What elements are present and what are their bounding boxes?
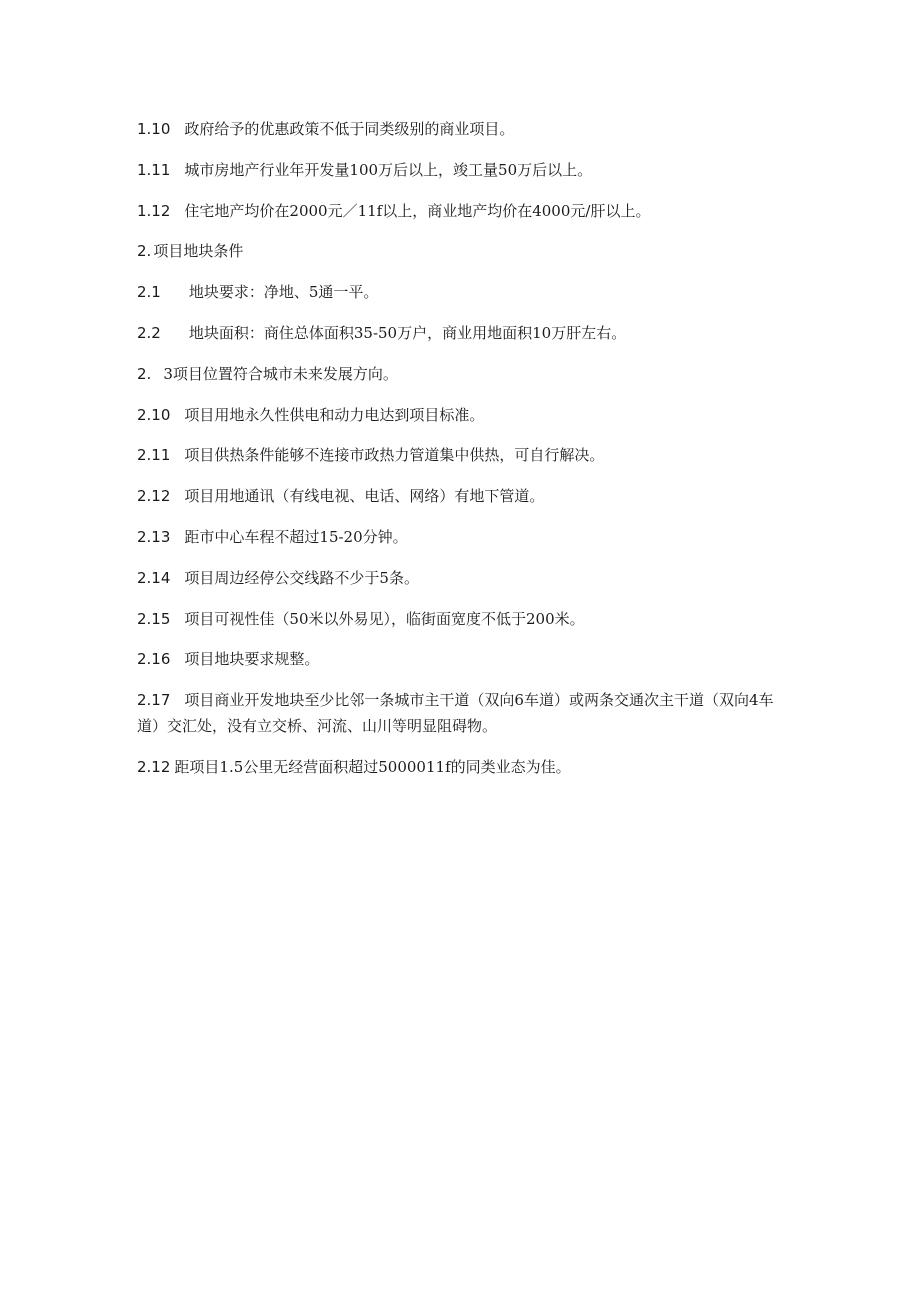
paragraph-text: 3项目位置符合城市未来发展方向。: [163, 364, 398, 383]
paragraph-number: 2.12: [137, 487, 171, 506]
paragraph-text: 项目周边经停公交线路不少于5条。: [184, 568, 419, 587]
paragraph: [137, 754, 787, 780]
paragraph-text: 项目用地通讯（有线电视、电话、网络）有地下管道。: [184, 487, 545, 506]
paragraph: [137, 524, 787, 550]
paragraph-number: 1.10: [137, 120, 171, 138]
paragraph-number: 2.10: [137, 405, 171, 424]
paragraph-number: 2.15: [137, 609, 171, 628]
paragraph-number: 2.11: [137, 446, 171, 465]
paragraph-number: 2.: [137, 364, 152, 383]
paragraph-text: 住宅地产均价在2000元／11f以上，商业地产均价在4000元/肝以上。: [184, 201, 651, 220]
section-heading: [137, 238, 787, 264]
paragraph-number: 2.12: [137, 757, 171, 776]
paragraph-number: 2.17: [137, 691, 171, 710]
paragraph: [137, 116, 787, 142]
paragraph-number: 1.11: [137, 160, 171, 179]
paragraph-text: 项目地块条件: [153, 242, 244, 261]
document-body: [137, 116, 787, 795]
paragraph-text: 政府给予的优惠政策不低于同类级别的商业项目。: [184, 120, 515, 138]
paragraph-number: 2.2: [137, 323, 161, 342]
paragraph: [137, 361, 787, 387]
paragraph-number: 2.14: [137, 568, 171, 587]
paragraph: [137, 483, 787, 509]
paragraph-number: 1.12: [137, 201, 171, 220]
paragraph-text: 项目地块要求规整。: [184, 650, 320, 669]
paragraph-text: 距市中心车程不超过15-20分钟。: [184, 527, 408, 546]
paragraph-number: 2.: [137, 242, 152, 261]
paragraph-text: 项目供热条件能够不连接市政热力管道集中供热，可自行解决。: [184, 446, 605, 465]
paragraph-text: 地块面积：商住总体面积35-50万户，商业用地面积10万肝左右。: [188, 323, 627, 342]
paragraph-number: 2.16: [137, 650, 171, 669]
paragraph-text: 距项目1.5公里无经营面积超过5000011f的同类业态为佳。: [174, 757, 571, 776]
paragraph-text: 项目用地永久性供电和动力电达到项目标准。: [184, 405, 485, 424]
paragraph: [137, 279, 787, 305]
paragraph: [137, 198, 787, 224]
paragraph: [137, 687, 787, 739]
paragraph: [137, 606, 787, 632]
paragraph: [137, 646, 787, 672]
paragraph: [137, 402, 787, 428]
paragraph-text: 城市房地产行业年开发量100万后以上，竣工量50万后以上。: [184, 160, 593, 179]
paragraph-text: 项目可视性佳（50米以外易见），临街面宽度不低于200米。: [184, 609, 585, 628]
paragraph: [137, 157, 787, 183]
paragraph: [137, 442, 787, 468]
paragraph: [137, 320, 787, 346]
paragraph-number: 2.1: [137, 283, 161, 302]
paragraph: [137, 565, 787, 591]
paragraph-text: 项目商业开发地块至少比邻一条城市主干道（双向6车道）或两条交通次主干道（双向4车道）交汇处，没有立交桥、河流、山川等明显阻碍物。: [137, 691, 774, 736]
paragraph-text: 地块要求：净地、5通一平。: [188, 283, 379, 302]
paragraph-number: 2.13: [137, 527, 171, 546]
